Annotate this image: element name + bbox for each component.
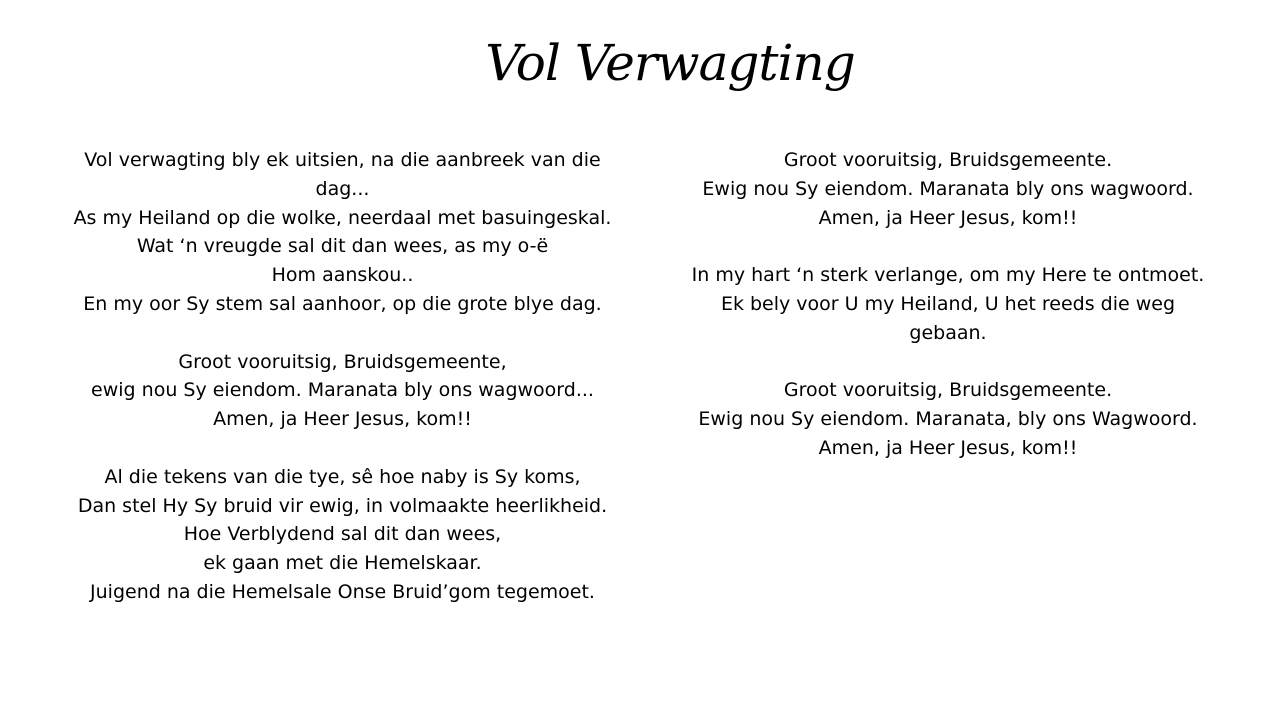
lyric-line: En my oor Sy stem sal aanhoor, op die grote blye dag. xyxy=(83,292,602,315)
lyric-line: Ek bely voor U my Heiland, U het reeds die weg gebaan. xyxy=(720,292,1176,344)
lyrics-left-column xyxy=(70,146,615,607)
lyric-line: Ewig nou Sy eiendom. Maranata bly ons wagwoord. xyxy=(702,177,1194,200)
lyric-line: Amen, ja Heer Jesus, kom!! xyxy=(818,206,1078,229)
lyric-line: Groot vooruitsig, Bruidsgemeente. xyxy=(783,149,1113,171)
stanza-break xyxy=(682,232,1214,261)
slide-title: Vol Verwagting xyxy=(485,34,855,92)
stanza-break xyxy=(682,348,1214,377)
stanza-break xyxy=(70,434,615,463)
lyric-line: Dan stel Hy Sy bruid vir ewig, in volmaakte heerlikheid. xyxy=(77,494,608,517)
lyric-line: Hoe Verblydend sal dit dan wees, xyxy=(183,523,502,546)
lyric-line: Juigend na die Hemelsale Onse Bruid’gom tegemoet. xyxy=(90,580,595,603)
lyric-line: ewig nou Sy eiendom. Maranata bly ons wagwoord... xyxy=(91,379,594,402)
lyric-line: Vol verwagting bly ek uitsien, na die aanbreek van die dag... xyxy=(84,149,601,200)
lyric-line: In my hart ‘n sterk verlange, om my Here te ontmoet. xyxy=(691,264,1205,287)
lyric-line: ek gaan met die Hemelskaar. xyxy=(203,552,482,575)
lyric-line: Wat ‘n vreugde sal dit dan wees, as my o-ë xyxy=(136,235,549,258)
lyric-line: As my Heiland op die wolke, neerdaal met basuingeskal. xyxy=(73,206,612,229)
stanza-break xyxy=(70,319,615,348)
lyrics-right-column xyxy=(682,146,1214,463)
lyric-line: Groot vooruitsig, Bruidsgemeente, xyxy=(178,350,507,373)
lyric-line: Amen, ja Heer Jesus, kom!! xyxy=(818,436,1078,459)
lyric-line: Al die tekens van die tye, sê hoe naby is Sy koms, xyxy=(104,465,581,488)
lyric-line: Ewig nou Sy eiendom. Maranata, bly ons Wagwoord. xyxy=(698,408,1198,431)
lyric-line: Groot vooruitsig, Bruidsgemeente. xyxy=(783,379,1113,402)
lyric-line: Amen, ja Heer Jesus, kom!! xyxy=(213,408,472,431)
lyric-line: Hom aanskou.. xyxy=(271,264,414,287)
